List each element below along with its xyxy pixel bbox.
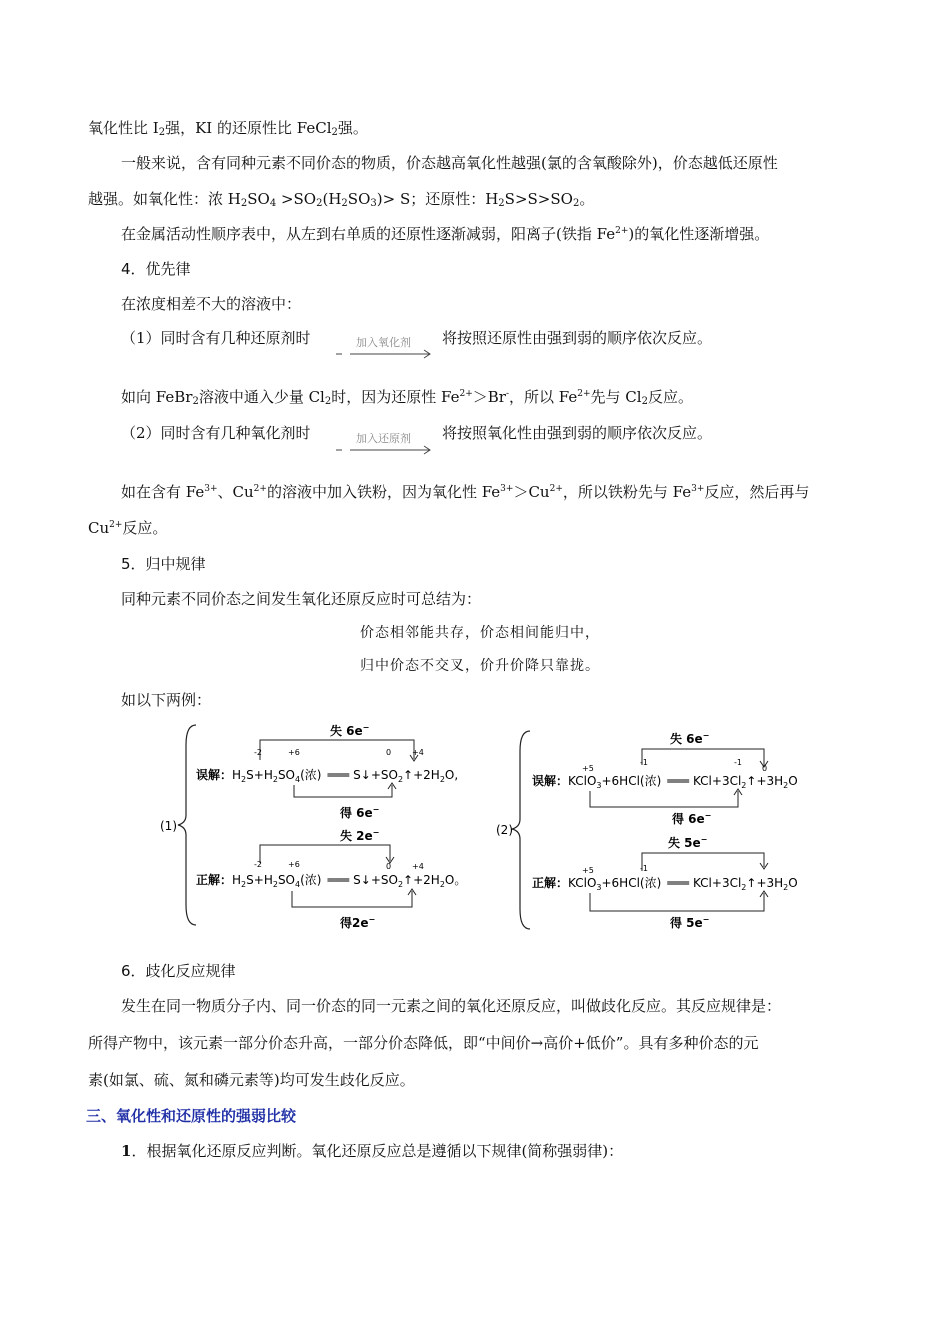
text: ，所以铁粉先与 Fe	[562, 483, 692, 501]
valence-label: +6	[288, 860, 300, 869]
text: 的溶液中加入铁粉，因为氧化性 Fe	[266, 483, 501, 501]
text: SO	[347, 190, 371, 208]
text: 氧化性比 I	[88, 119, 159, 137]
text: >SO	[276, 190, 317, 208]
subscript: 2	[324, 396, 332, 407]
transfer-bracket	[294, 785, 392, 797]
text: 先与 Cl	[590, 388, 642, 406]
electron-lost-label: 失 5e−	[668, 835, 708, 850]
subscript: 2	[498, 198, 505, 209]
section-heading: 4．优先律	[121, 260, 191, 278]
text: ＞Cu	[513, 483, 550, 501]
superscript: 2+	[577, 389, 591, 399]
section-heading: 6．歧化反应规律	[121, 962, 236, 980]
transfer-bracket	[260, 845, 390, 863]
text: 时，因为还原性 Fe	[331, 388, 460, 406]
superscript: 2+	[549, 484, 563, 494]
electron-gained-label: 得2e−	[340, 915, 376, 930]
transfer-bracket	[292, 891, 412, 907]
text: 反应。	[647, 388, 693, 406]
text: ＞Br	[472, 388, 506, 406]
section-title: 三、氧化性和还原性的强弱比较	[86, 1107, 297, 1125]
electron-gained-label: 得 6e−	[672, 811, 712, 826]
valence-label: 0	[762, 764, 768, 773]
arrow-label: 加入氧化剂	[356, 336, 411, 349]
paragraph-line	[88, 189, 594, 209]
subscript: 4	[269, 198, 277, 209]
subscript: 2	[331, 127, 338, 138]
paragraph-line: （1）同时含有几种还原剂时	[121, 329, 311, 347]
equation-line: 正解：$H_2S+H_2SO_4$(浓) ═══ $S↓+SO_2↑+2H_2O$。	[196, 873, 467, 889]
valence-label: -2	[254, 748, 262, 757]
valence-label: 0	[386, 748, 392, 757]
text: 如向 FeBr	[121, 388, 193, 406]
electron-lost-label: 失 2e−	[340, 828, 380, 843]
text: 在金属活动性顺序表中，从左到右单质的还原性逐渐减弱，阳离子(铁指 Fe	[121, 225, 616, 243]
text: 强，KI 的还原性比 FeCl	[165, 119, 332, 137]
paragraph-line: （2）同时含有几种氧化剂时	[121, 424, 311, 442]
superscript: 2+	[459, 389, 473, 399]
paragraph-line: 同种元素不同价态之间发生氧化还原反应时可总结为：	[121, 590, 482, 608]
text: 。	[579, 190, 595, 208]
electron-lost-label: 失 6e−	[330, 723, 370, 738]
mnemonic-line: 价态相邻能共存，价态相间能归中，	[360, 625, 600, 641]
redox-examples-diagram	[0, 715, 950, 935]
paragraph-line: 发生在同一物质分子内、同一价态的同一元素之间的氧化还原反应，叫做歧化反应。其反应规律是：	[121, 997, 782, 1015]
example-number: (2)	[496, 823, 513, 837]
paragraph-line	[121, 1141, 623, 1161]
paragraph-line: 所得产物中，该元素一部分价态升高，一部分价态降低，即“中间价→高价+低价”。具有多种价态的元	[88, 1034, 759, 1052]
paragraph-line	[121, 224, 769, 244]
text: 反应，然后再与	[704, 483, 810, 501]
text: (H	[322, 190, 342, 208]
subscript: 2	[316, 198, 323, 209]
paragraph-line: 将按照还原性由强到弱的顺序依次反应。	[442, 329, 713, 347]
text: 强。	[337, 119, 368, 137]
right-brace	[512, 731, 530, 929]
text: 溶液中通入少量 Cl	[198, 388, 325, 406]
superscript: -	[505, 389, 509, 399]
text: 如在含有 Fe	[121, 483, 205, 501]
valence-label: +4	[412, 862, 424, 871]
superscript: 2+	[253, 484, 267, 494]
valence-label: 0	[386, 862, 392, 871]
valence-label: +6	[288, 748, 300, 757]
text: )> S；还原性：H	[376, 190, 499, 208]
valence-label: -1	[640, 864, 648, 873]
electron-gained-label: 得 5e−	[670, 915, 710, 930]
paragraph-line	[88, 518, 167, 538]
subscript: 2	[641, 396, 648, 407]
paragraph-line: 在浓度相差不大的溶液中：	[121, 295, 302, 313]
paragraph-line: 如以下两例：	[121, 691, 212, 709]
electron-gained-label: 得 6e−	[340, 805, 380, 820]
arrow-label: 加入还原剂	[356, 432, 411, 445]
superscript: 2+	[615, 226, 629, 236]
superscript: 3+	[204, 484, 218, 494]
equation-line: 误解：KClO$_3$+6HCl(浓) ═══ $KCl+3Cl_2↑+3H_2O$	[532, 774, 798, 790]
text: 、Cu	[217, 483, 254, 501]
valence-label: +4	[412, 748, 424, 757]
text: Cu	[88, 519, 110, 537]
text: S>S>SO	[504, 190, 573, 208]
electron-lost-label: 失 6e−	[670, 731, 710, 746]
subscript: 2	[341, 198, 348, 209]
transfer-bracket	[642, 853, 764, 871]
valence-label: -1	[640, 758, 648, 767]
example-number: (1)	[160, 819, 177, 833]
paragraph-line: 将按照氧化性由强到弱的顺序依次反应。	[442, 424, 713, 442]
subscript: 2	[240, 198, 248, 209]
paragraph-line	[88, 118, 368, 138]
valence-label: +5	[582, 866, 594, 875]
paragraph-line	[121, 482, 809, 502]
transfer-bracket	[642, 749, 764, 765]
text: SO	[247, 190, 270, 208]
superscript: 3+	[691, 484, 705, 494]
arrow-icon	[336, 346, 436, 360]
reaction-arrow	[336, 334, 432, 362]
reaction-arrow	[336, 430, 432, 458]
mnemonic-line: 归中价态不交叉，价升价降只靠拢。	[360, 658, 600, 674]
text: 反应。	[122, 519, 168, 537]
left-brace	[178, 725, 196, 925]
subscript: 2	[192, 396, 199, 407]
text: ，所以 Fe	[509, 388, 578, 406]
section-heading: 5．归中规律	[121, 555, 206, 573]
arrow-icon	[336, 442, 436, 456]
paragraph-line: 一般来说，含有同种元素不同价态的物质，价态越高氧化性越强(氯的含氧酸除外)，价态越低还原性	[121, 154, 778, 172]
text: )的氧化性逐渐增强。	[628, 225, 770, 243]
transfer-bracket	[590, 791, 738, 807]
paragraph-line: 素(如氯、硫、氮和磷元素等)均可发生歧化反应。	[88, 1071, 415, 1089]
subscript: 3	[370, 198, 377, 209]
text: 越强。如氧化性：浓 H	[88, 190, 241, 208]
superscript: 3+	[500, 484, 514, 494]
equation-line: 误解：$H_2S+H_2SO_4$(浓) ═══ $S↓+SO_2↑+2H_2O$,	[196, 768, 459, 784]
item-number: 1	[121, 1142, 132, 1160]
valence-label: -2	[254, 860, 262, 869]
text: ．根据氧化还原反应判断。氧化还原反应总是遵循以下规律(简称强弱律)：	[131, 1142, 624, 1160]
subscript: 2	[572, 198, 580, 209]
paragraph-line	[121, 387, 693, 407]
valence-label: -1	[734, 758, 742, 767]
superscript: 2+	[109, 520, 123, 530]
valence-label: +5	[582, 764, 594, 773]
equation-line: 正解：KClO$_3$+6HCl(浓) ═══ $KCl+3Cl_2↑+3H_2O$	[532, 876, 798, 892]
subscript: 2	[158, 127, 166, 138]
transfer-bracket	[590, 893, 764, 911]
